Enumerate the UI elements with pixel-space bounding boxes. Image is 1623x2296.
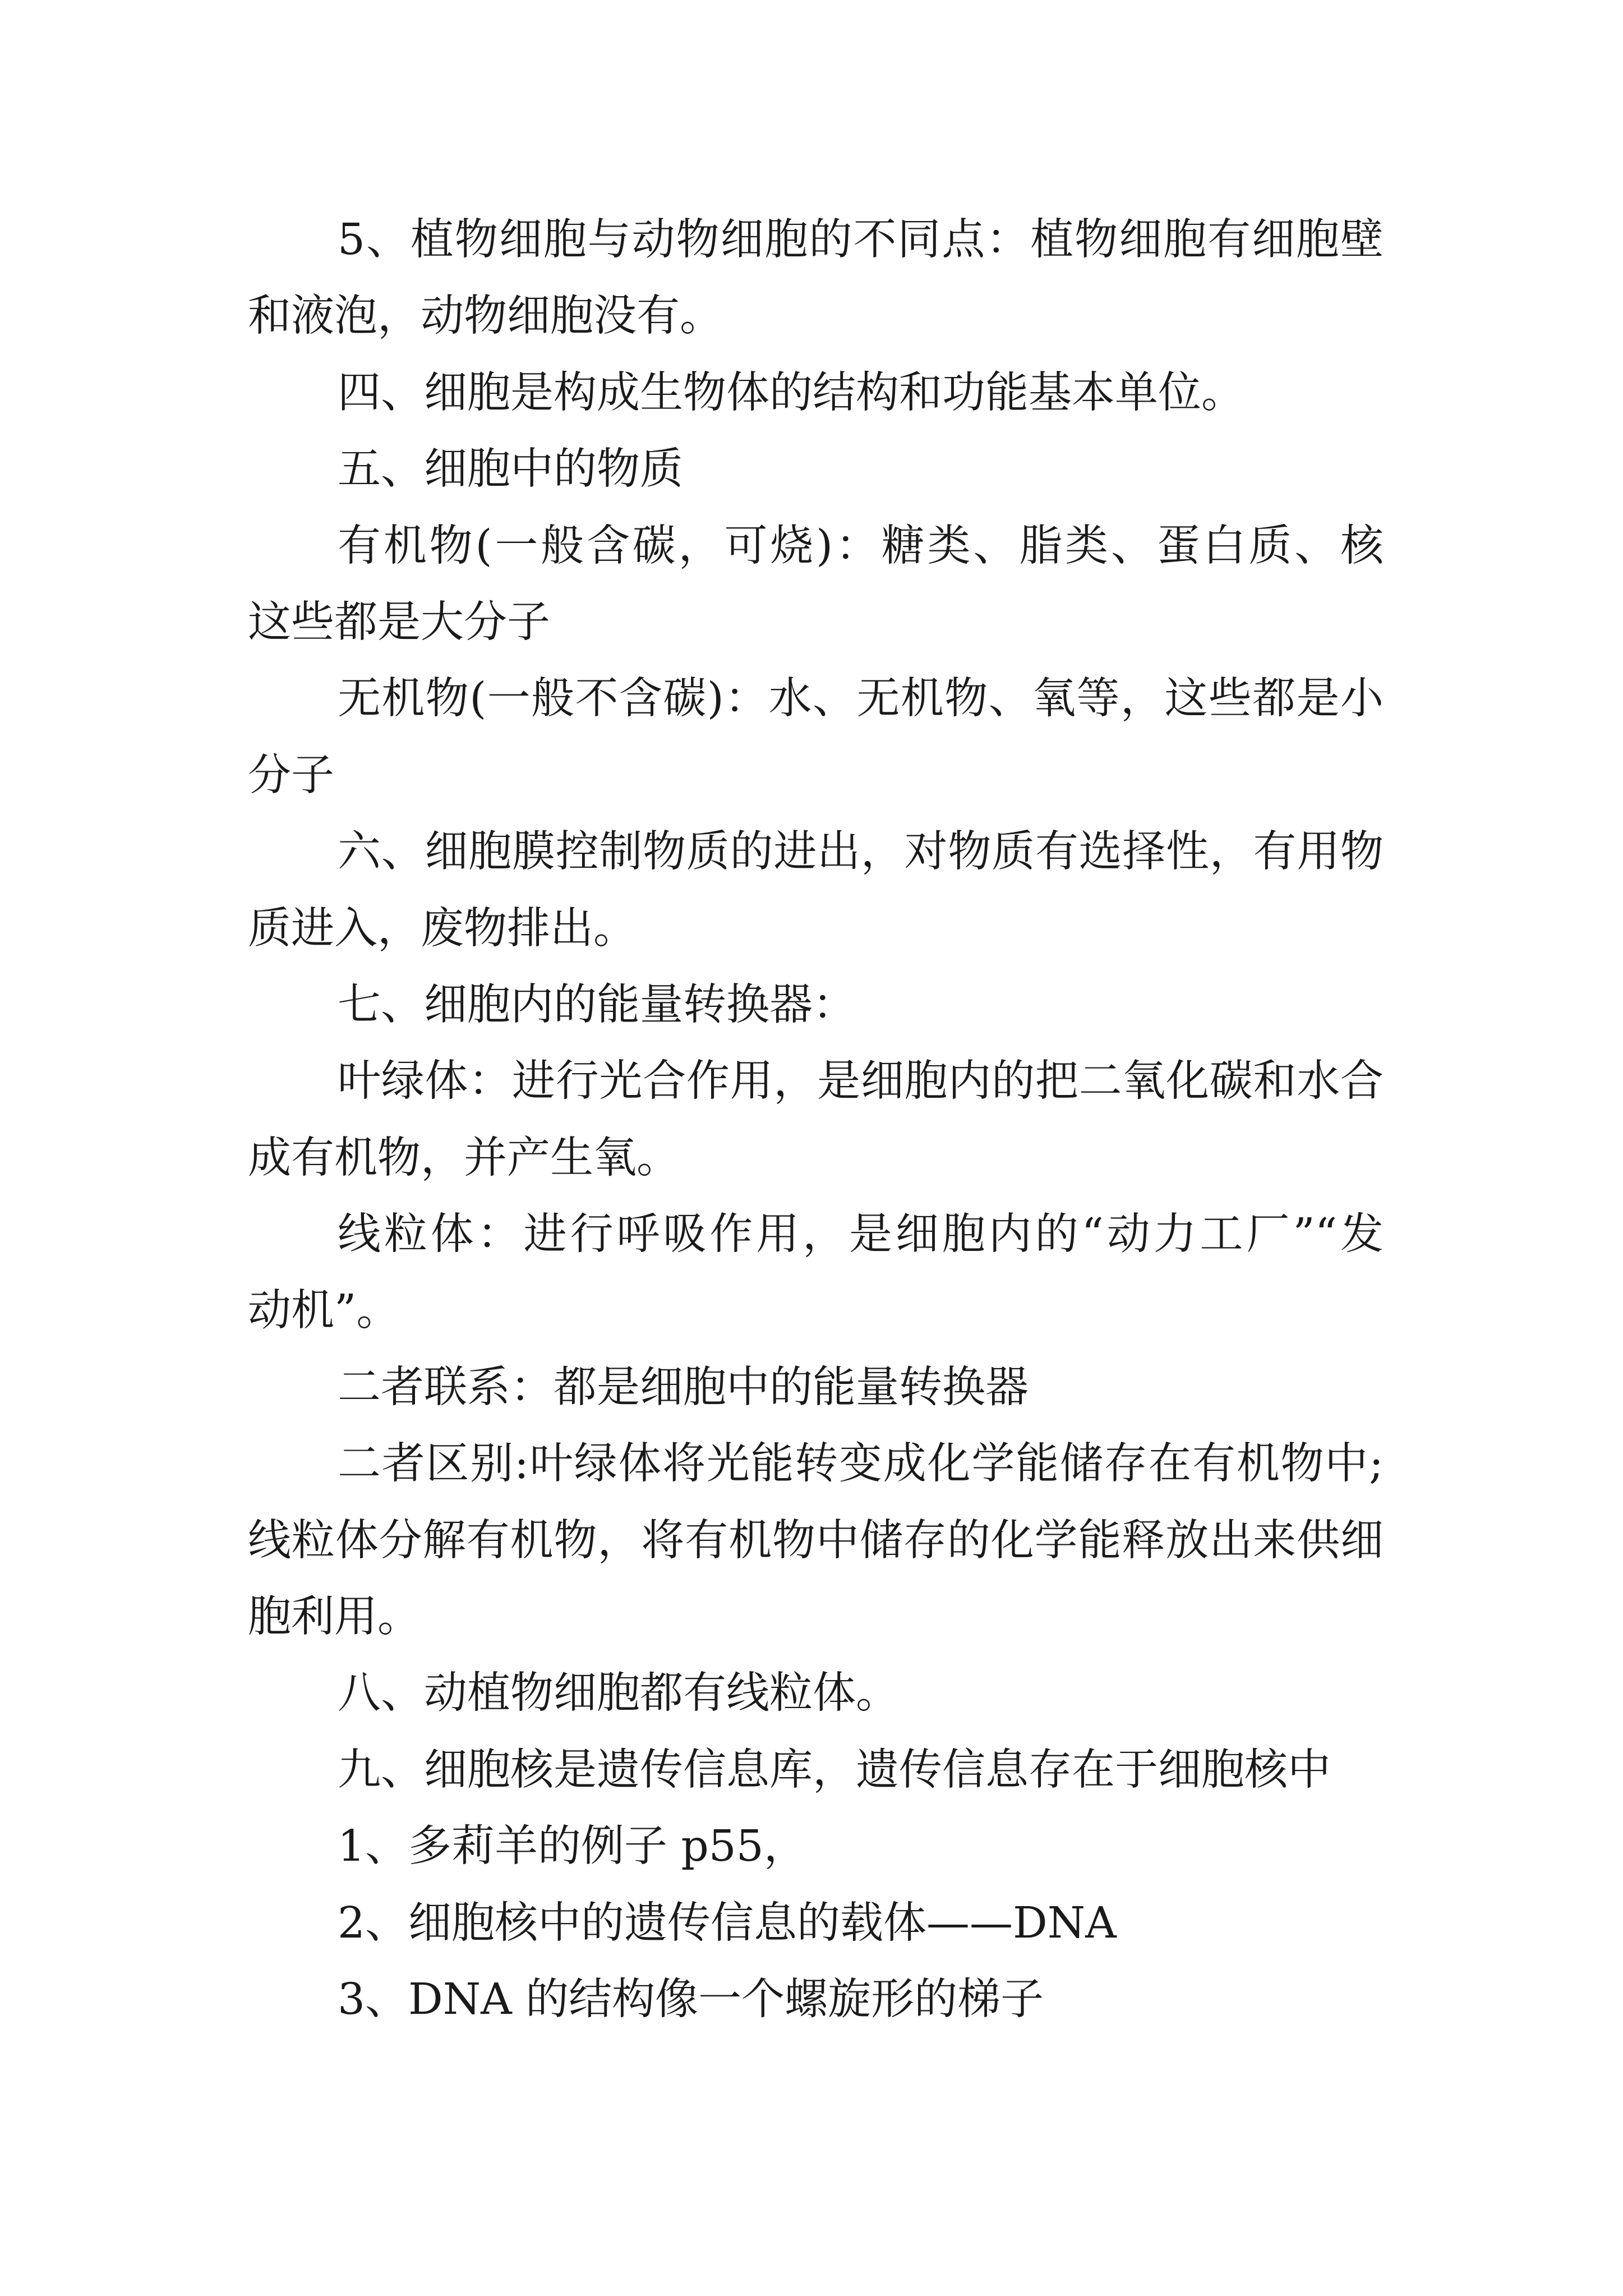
text-line: 成有机物，并产生氧。 <box>248 1133 680 1183</box>
text-line: 和液泡，动物细胞没有。 <box>248 291 723 342</box>
text-line: 线粒体分解有机物，将有机物中储存的化学能释放出来供细 <box>248 1515 1384 1566</box>
text-line: 二者联系：都是细胞中的能量转换器 <box>338 1362 1029 1412</box>
text-line: 胞利用。 <box>248 1592 421 1642</box>
text-line: 1、多莉羊的例子 p55， <box>338 1821 807 1872</box>
text-line: 八、动植物细胞都有线粒体。 <box>338 1668 899 1719</box>
text-line: 九、细胞核是遗传信息库，遗传信息存在于细胞核中 <box>338 1745 1331 1795</box>
text-line: 五、细胞中的物质 <box>338 444 683 495</box>
text-line: 5、植物细胞与动物细胞的不同点：植物细胞有细胞壁 <box>338 215 1384 265</box>
text-line: 质进入，废物排出。 <box>248 903 637 954</box>
text-line: 分子 <box>248 750 334 800</box>
text-line: 四、细胞是构成生物体的结构和功能基本单位。 <box>338 367 1244 418</box>
text-line: 有机物(一般含碳，可烧)：糖类、脂类、蛋白质、核 <box>338 521 1384 571</box>
text-line: 3、DNA 的结构像一个螺旋形的梯子 <box>338 1974 1044 2024</box>
text-line: 线粒体：进行呼吸作用，是细胞内的“动力工厂”“发 <box>338 1209 1384 1260</box>
text-line: 2、细胞核中的遗传信息的载体——DNA <box>338 1898 1117 1948</box>
text-line: 叶绿体：进行光合作用，是细胞内的把二氧化碳和水合 <box>338 1056 1384 1107</box>
text-line: 无机物(一般不含碳)：水、无机物、氧等，这些都是小 <box>338 674 1384 724</box>
text-line: 二者区别:叶绿体将光能转变成化学能储存在有机物中; <box>338 1439 1384 1489</box>
text-line: 这些都是大分子 <box>248 597 550 647</box>
text-line: 动机”。 <box>248 1286 400 1336</box>
document-body <box>248 202 1384 2038</box>
text-line: 七、细胞内的能量转换器： <box>338 979 856 1030</box>
text-line: 六、细胞膜控制物质的进出，对物质有选择性，有用物 <box>338 827 1384 877</box>
